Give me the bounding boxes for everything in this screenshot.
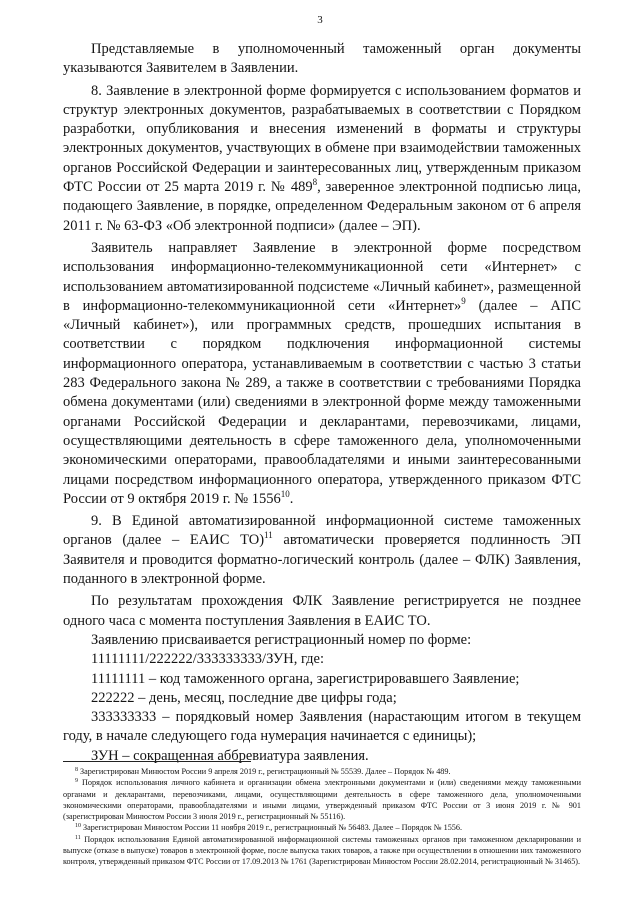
paragraph-customs-code: 11111111 – код таможенного органа, зарегистрировавшего Заявление; xyxy=(91,670,520,687)
paragraph-registration: По результатам прохождения ФЛК Заявление регистрируется не позднее одного часа с момента поступления Заявления в ЕАИС ТО. xyxy=(63,593,581,629)
footnote-ref-10[interactable]: 10 xyxy=(280,488,290,499)
footnote-divider xyxy=(63,761,251,762)
footnote-ref-8[interactable]: 8 xyxy=(312,177,318,188)
page-number: 3 xyxy=(317,14,323,26)
paragraph-zun: ЗУН – сокращенная аббревиатура заявления. xyxy=(91,747,369,764)
paragraph-number-assigned: Заявлению присваивается регистрационный номер по форме: xyxy=(91,631,472,648)
footnotes xyxy=(63,766,581,868)
footnote-10: $^{10}$ Зарегистрирован Минюстом России 11 ноября 2019 г., регистрационный № 56483. Далее – Порядок № 1556. xyxy=(75,823,463,833)
footnote-ref-9[interactable]: 9 xyxy=(461,295,466,306)
paragraph-8: 8. Заявление в электронной форме формируется с использованием форматов и структур электронных документов, разрабатываемых в соответствии с Порядком разработки, опубликования и внесения изменений в форматы и структуры электронных документов, участвующих в обмене при взаимодействии таможенных органов Российской Федерации и заинтересованных лиц, утвержденным приказом ФТС России от 25 марта 2019 г. № $489^8$, заверенное электронной подписью лица, подающего Заявление, в порядке, определенном Федеральным законом от 6 апреля 2011 г. № 63-ФЗ «Об электронной подписи» (далее – ЭП). xyxy=(63,82,581,234)
footnote-ref-11[interactable]: 11 xyxy=(264,530,273,541)
paragraph-date-code: 222222 – день, месяц, последние две цифры года; xyxy=(91,689,397,706)
paragraph-number-format: 11111111/222222/333333333/ЗУН, где: xyxy=(91,651,325,668)
footnote-8: $^8$ Зарегистрирован Минюстом России 9 апреля 2019 г., регистрационный № 55539. Далее – Порядок № 489. xyxy=(75,767,451,776)
footnote-11: $^{11}$ Порядок использования Единой автоматизированной информационной системы таможенных органов при таможенном декларировании и выпуске (отказе в выпуске) товаров в электронной форме, после выпуска таких товаров, а также при осуществлении в отношении них таможенного контроля, утвержденный приказом ФТС России от 17.09.2013 № 1761 (Зарегистрирован Минюстом России 28.02.2014, регистрационный № 31465). xyxy=(63,834,582,867)
paragraph-documents: Представляемые в уполномоченный таможенный орган документы указываются Заявителем в Заявлении. xyxy=(63,41,581,77)
paragraph-applicant-sends: Заявитель направляет Заявление в электронной форме посредством использования информационно-телекоммуникационной сети «Интернет» с использованием автоматизированной подсистеме «Личный кабинет», размещенной в информационно-телекоммуникационной сети «Интернет»$^9$ (далее – АПС «Личный кабинет»), или программных средств, прошедших испытания в соответствии с порядком подключения информационной системы информационного оператора, устанавливаемым в соответствии с частью 3 статьи 283 Федерального закона № 289, а также в соответствии с требованиями Порядка обмена документами (или) сведениями в электронной форме между таможенными органами Российской Федерации и декларантами, перевозчиками, лицами, осуществляющими деятельность в сфере таможенного дела, уполномоченными экономическими операторами, правообладателями и иными заинтересованными лицами посредством информационного оператора, утвержденного приказом ФТС России от 9 октября 2019 г. № 1556$^{10}$. xyxy=(63,239,581,507)
paragraph-9: 9. В Единой автоматизированной информационной системе таможенных органов (далее – ЕАИС ТО)$^{11}$ автоматически проверяется подлинность ЭП Заявителя и проводится форматно-логический контроль (далее – ФЛК) Заявления, поданного в электронной форме. xyxy=(63,513,581,588)
document-body xyxy=(63,40,581,766)
paragraph-sequence-number: 333333333 – порядковый номер Заявления (нарастающим итогом в текущем году, в начале следующего года нумерация начинается с единицы); xyxy=(63,709,581,745)
footnote-9: $^9$ Порядок использования личного кабинета и организации обмена электронными документами и (или) сведениями между таможенными органами и декларантами, перевозчиками, лицами, осуществляющими деятельность в сфере таможенного дела, уполномоченными экономическими операторами, правообладателями и иными лицами, утвержденный приказом ФТС России от 3 июня 2019 г. № 901 (зарегистрирован Минюстом России 3 июля 2019 г., регистрационный № 55116). xyxy=(63,778,581,822)
